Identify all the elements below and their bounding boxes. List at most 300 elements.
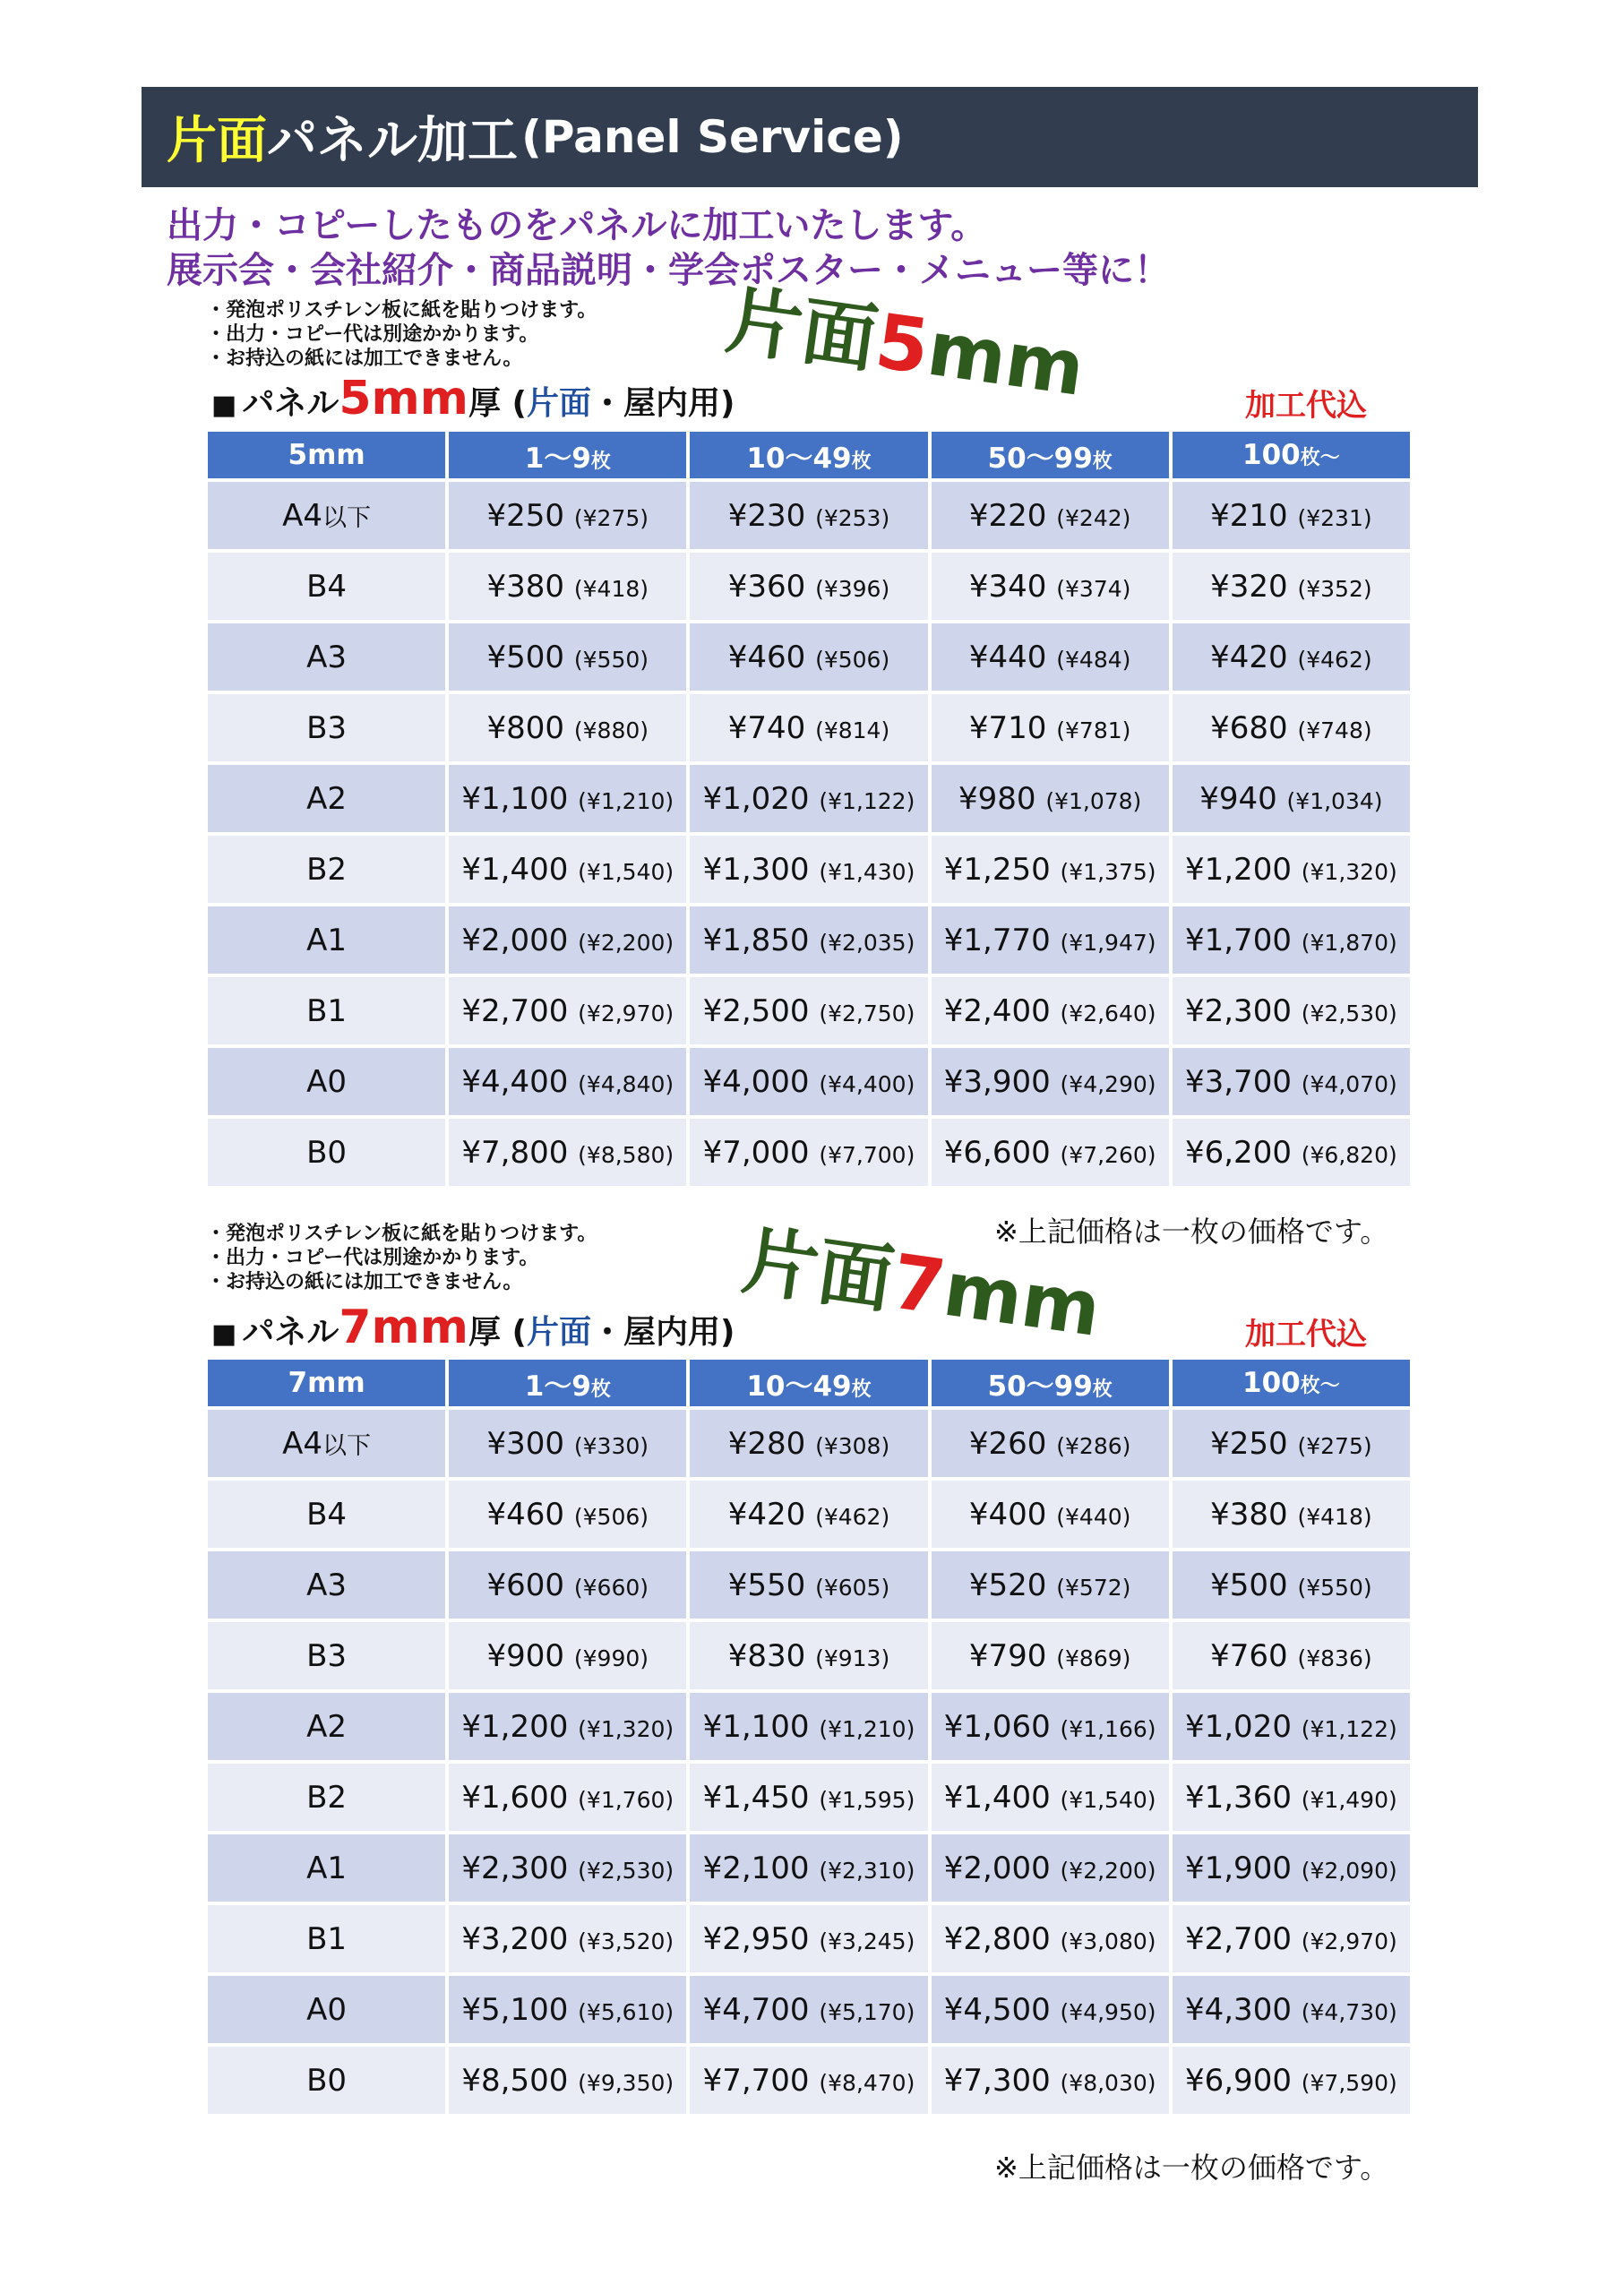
price-cell: [690, 2047, 927, 2114]
price-excl-tax: ¥8,500: [461, 2062, 569, 2099]
price-cell: [1173, 2047, 1410, 2114]
paper-size-cell: [208, 1048, 445, 1115]
price-cell: [449, 1764, 686, 1831]
price-incl-tax: (¥462): [815, 1503, 890, 1530]
price-incl-tax: (¥3,520): [578, 1928, 675, 1954]
table-body: [208, 1410, 1410, 2114]
column-header-label: 100: [1242, 439, 1301, 471]
price-excl-tax: ¥7,700: [702, 2062, 810, 2099]
price-incl-tax: (¥462): [1297, 646, 1372, 673]
column-header-label: 50〜99: [987, 442, 1093, 475]
notes-5mm: [206, 298, 597, 371]
price-cell: [1173, 1834, 1410, 1902]
note-item: ・お持込の紙には加工できません。: [206, 348, 523, 370]
paper-size: A2: [306, 1708, 348, 1745]
paper-size-cell: [208, 1764, 445, 1831]
price-cell: [690, 1119, 927, 1186]
paper-size-cell: [208, 1622, 445, 1689]
price-incl-tax: (¥4,400): [819, 1070, 915, 1097]
column-header-label: 100: [1242, 1367, 1301, 1399]
price-cell: [690, 1693, 927, 1760]
table-row: [208, 694, 1410, 761]
price-incl-tax: (¥814): [815, 717, 890, 743]
price-incl-tax: (¥2,970): [1301, 1928, 1397, 1954]
price-excl-tax: ¥340: [968, 568, 1047, 605]
price-cell: [1173, 1693, 1410, 1760]
price-excl-tax: ¥1,200: [461, 1708, 569, 1745]
paper-size: A2: [306, 780, 348, 817]
price-cell: [690, 765, 927, 832]
price-cell: [690, 1622, 927, 1689]
price-incl-tax: (¥913): [815, 1645, 890, 1671]
price-incl-tax: (¥2,035): [819, 929, 915, 956]
price-incl-tax: (¥572): [1056, 1574, 1131, 1601]
price-incl-tax: (¥1,034): [1286, 787, 1383, 814]
price-incl-tax: (¥1,320): [1301, 858, 1397, 885]
price-cell: [449, 1905, 686, 1972]
heading-rest: ・屋内用): [590, 1314, 735, 1351]
price-excl-tax: ¥7,800: [461, 1134, 569, 1171]
price-excl-tax: ¥1,600: [461, 1779, 569, 1816]
column-header-quantity: [449, 432, 686, 478]
price-cell: [932, 1834, 1169, 1902]
table-row: [208, 623, 1410, 691]
paper-size: B4: [306, 568, 348, 605]
column-header-label: 10〜49: [746, 442, 852, 475]
processing-fee-note-5mm: 加工代込: [1245, 388, 1367, 424]
stamp-unit: mm: [922, 304, 1090, 413]
price-excl-tax: ¥2,500: [702, 992, 810, 1029]
price-incl-tax: (¥418): [573, 575, 649, 602]
paper-size-cell: [208, 1834, 445, 1902]
price-cell: [932, 1481, 1169, 1548]
table-row: [208, 836, 1410, 903]
price-excl-tax: ¥6,600: [943, 1134, 1051, 1171]
price-excl-tax: ¥1,450: [702, 1779, 810, 1816]
price-excl-tax: ¥260: [968, 1425, 1047, 1462]
table-row: [208, 1622, 1410, 1689]
price-cell: [449, 553, 686, 620]
column-header-label: 10〜49: [746, 1370, 852, 1403]
price-incl-tax: (¥330): [573, 1432, 649, 1459]
price-cell: [1173, 1410, 1410, 1477]
price-cell: [449, 482, 686, 549]
price-cell: [1173, 694, 1410, 761]
price-incl-tax: (¥374): [1056, 575, 1131, 602]
footnote-7mm: ※上記価格は一枚の価格です。: [994, 2151, 1389, 2185]
price-excl-tax: ¥460: [727, 639, 806, 675]
paper-size: A4: [282, 497, 323, 534]
price-cell: [449, 1976, 686, 2043]
price-incl-tax: (¥1,595): [819, 1786, 915, 1813]
price-excl-tax: ¥210: [1210, 497, 1288, 534]
price-excl-tax: ¥2,100: [702, 1850, 810, 1886]
price-incl-tax: (¥7,260): [1060, 1141, 1156, 1168]
price-incl-tax: (¥836): [1297, 1645, 1372, 1671]
column-header-quantity: [932, 1360, 1169, 1406]
price-excl-tax: ¥2,000: [461, 922, 569, 958]
price-cell: [932, 1905, 1169, 1972]
paper-size: A1: [306, 922, 348, 958]
price-cell: [1173, 1048, 1410, 1115]
price-cell: [690, 1905, 927, 1972]
note-item: ・お持込の紙には加工できません。: [206, 1271, 523, 1293]
price-excl-tax: ¥5,100: [461, 1991, 569, 2028]
price-incl-tax: (¥660): [573, 1574, 649, 1601]
column-header-label: 50〜99: [987, 1370, 1093, 1403]
price-excl-tax: ¥360: [727, 568, 806, 605]
price-excl-tax: ¥2,700: [1184, 1920, 1292, 1957]
price-cell: [932, 836, 1169, 903]
title-banner: [142, 87, 1478, 187]
price-cell: [1173, 836, 1410, 903]
price-excl-tax: ¥420: [1210, 639, 1288, 675]
price-excl-tax: ¥2,300: [461, 1850, 569, 1886]
column-header-unit: 枚: [1092, 450, 1113, 473]
table-row: [208, 1905, 1410, 1972]
table-row: [208, 1119, 1410, 1186]
intro-line-2: 展示会・会社紹介・商品説明・学会ポスター・メニュー等に！: [167, 250, 1170, 291]
price-incl-tax: (¥231): [1297, 504, 1372, 531]
price-incl-tax: (¥286): [1056, 1432, 1131, 1459]
price-incl-tax: (¥4,730): [1301, 1998, 1397, 2025]
price-incl-tax: (¥1,320): [578, 1715, 675, 1742]
heading-size: 7mm: [339, 1301, 468, 1354]
paper-size: A4: [282, 1425, 323, 1462]
price-cell: [449, 1481, 686, 1548]
price-cell: [932, 1551, 1169, 1619]
heading-prefix: パネル: [242, 385, 339, 422]
price-excl-tax: ¥1,850: [702, 922, 810, 958]
price-cell: [932, 977, 1169, 1044]
paper-size: B1: [306, 992, 348, 1029]
price-excl-tax: ¥500: [1210, 1567, 1288, 1603]
price-cell: [449, 1693, 686, 1760]
stamp-5mm: [721, 276, 1090, 413]
paper-size-cell: [208, 553, 445, 620]
table-row: [208, 1410, 1410, 1477]
price-incl-tax: (¥5,170): [819, 1998, 915, 2025]
price-incl-tax: (¥506): [573, 1503, 649, 1530]
stamp-number: 7: [886, 1237, 951, 1332]
price-excl-tax: ¥460: [486, 1496, 565, 1533]
title-english: (Panel Service): [521, 111, 904, 163]
table-row: [208, 1693, 1410, 1760]
price-cell: [690, 1976, 927, 2043]
price-excl-tax: ¥1,400: [461, 851, 569, 888]
price-incl-tax: (¥308): [815, 1432, 890, 1459]
price-excl-tax: ¥2,800: [943, 1920, 1051, 1957]
paper-size: B3: [306, 1637, 348, 1674]
title-highlight: 片面: [167, 112, 267, 170]
price-incl-tax: (¥275): [1297, 1432, 1372, 1459]
price-incl-tax: (¥748): [1297, 717, 1372, 743]
heading-rest: ・屋内用): [590, 385, 735, 422]
price-excl-tax: ¥1,770: [943, 922, 1051, 958]
price-excl-tax: ¥4,300: [1184, 1991, 1292, 2028]
paper-size-cell: [208, 2047, 445, 2114]
price-incl-tax: (¥506): [815, 646, 890, 673]
price-excl-tax: ¥500: [486, 639, 565, 675]
price-excl-tax: ¥4,400: [461, 1063, 569, 1100]
price-cell: [932, 2047, 1169, 2114]
price-cell: [1173, 765, 1410, 832]
heading-side: 片面: [526, 1314, 591, 1351]
price-incl-tax: (¥253): [815, 504, 890, 531]
column-header-unit: 枚: [590, 1378, 611, 1401]
price-excl-tax: ¥2,400: [943, 992, 1051, 1029]
paper-size-cell: [208, 1551, 445, 1619]
price-excl-tax: ¥380: [486, 568, 565, 605]
price-cell: [932, 694, 1169, 761]
price-excl-tax: ¥1,020: [1184, 1708, 1292, 1745]
price-cell: [1173, 1976, 1410, 2043]
price-cell: [449, 906, 686, 974]
price-excl-tax: ¥440: [968, 639, 1047, 675]
table-row: [208, 906, 1410, 974]
price-incl-tax: (¥418): [1297, 1503, 1372, 1530]
price-cell: [690, 1551, 927, 1619]
price-incl-tax: (¥2,090): [1301, 1857, 1397, 1884]
paper-size-suffix: 以下: [322, 1431, 372, 1460]
heading-suffix: 厚 (: [468, 1314, 527, 1351]
price-excl-tax: ¥1,300: [702, 851, 810, 888]
price-incl-tax: (¥9,350): [578, 2069, 675, 2096]
price-incl-tax: (¥275): [573, 504, 649, 531]
price-cell: [690, 1834, 927, 1902]
price-excl-tax: ¥1,360: [1184, 1779, 1292, 1816]
price-cell: [1173, 977, 1410, 1044]
price-excl-tax: ¥1,060: [943, 1708, 1051, 1745]
section-heading-5mm: ■ パネル5mm厚 (片面・屋内用): [211, 372, 735, 425]
price-incl-tax: (¥2,310): [819, 1857, 915, 1884]
column-header-quantity: [449, 1360, 686, 1406]
price-incl-tax: (¥1,947): [1060, 929, 1156, 956]
price-excl-tax: ¥1,020: [702, 780, 810, 817]
footnote-5mm: ※上記価格は一枚の価格です。: [994, 1215, 1389, 1249]
notes-7mm: [206, 1222, 597, 1294]
price-incl-tax: (¥1,490): [1301, 1786, 1397, 1813]
price-cell: [690, 836, 927, 903]
price-excl-tax: ¥680: [1210, 709, 1288, 746]
price-cell: [690, 623, 927, 691]
price-cell: [449, 1622, 686, 1689]
column-header-thickness: [208, 432, 445, 478]
price-excl-tax: ¥220: [968, 497, 1047, 534]
note-item: ・発泡ポリスチレン板に紙を貼りつけます。: [206, 1223, 597, 1245]
paper-size-cell: [208, 1481, 445, 1548]
processing-fee-note-7mm: 加工代込: [1245, 1317, 1367, 1353]
heading-suffix: 厚 (: [468, 385, 527, 422]
price-excl-tax: ¥520: [968, 1567, 1047, 1603]
price-cell: [1173, 623, 1410, 691]
price-incl-tax: (¥484): [1056, 646, 1131, 673]
column-header-unit: 枚〜: [1300, 447, 1340, 469]
column-header-quantity: [1173, 432, 1410, 478]
price-incl-tax: (¥8,580): [578, 1141, 675, 1168]
paper-size: B2: [306, 851, 348, 888]
column-header-label: 5mm: [288, 439, 365, 471]
price-excl-tax: ¥400: [968, 1496, 1047, 1533]
price-cell: [449, 694, 686, 761]
table-row: [208, 1048, 1410, 1115]
price-cell: [932, 1119, 1169, 1186]
table-row: [208, 482, 1410, 549]
price-excl-tax: ¥1,900: [1184, 1850, 1292, 1886]
price-cell: [449, 977, 686, 1044]
price-cell: [932, 1410, 1169, 1477]
price-cell: [690, 906, 927, 974]
price-incl-tax: (¥7,590): [1301, 2069, 1397, 2096]
table-row: [208, 1551, 1410, 1619]
price-excl-tax: ¥3,200: [461, 1920, 569, 1957]
price-excl-tax: ¥6,200: [1184, 1134, 1292, 1171]
price-cell: [449, 1410, 686, 1477]
column-header-label: 1〜9: [524, 442, 591, 475]
price-incl-tax: (¥7,700): [819, 1141, 915, 1168]
column-header-thickness: [208, 1360, 445, 1406]
price-incl-tax: (¥781): [1056, 717, 1131, 743]
price-excl-tax: ¥940: [1199, 780, 1277, 817]
price-cell: [1173, 482, 1410, 549]
price-cell: [1173, 906, 1410, 974]
price-excl-tax: ¥2,700: [461, 992, 569, 1029]
price-excl-tax: ¥2,950: [702, 1920, 810, 1957]
paper-size-cell: [208, 836, 445, 903]
price-cell: [690, 482, 927, 549]
price-excl-tax: ¥600: [486, 1567, 565, 1603]
paper-size: B3: [306, 709, 348, 746]
price-incl-tax: (¥2,970): [578, 1000, 675, 1026]
paper-size-cell: [208, 1119, 445, 1186]
heading-side: 片面: [526, 385, 591, 422]
table-row: [208, 2047, 1410, 2114]
paper-size-cell: [208, 977, 445, 1044]
price-incl-tax: (¥2,200): [1060, 1857, 1156, 1884]
paper-size: A1: [306, 1850, 348, 1886]
price-cell: [932, 623, 1169, 691]
price-incl-tax: (¥2,640): [1060, 1000, 1156, 1026]
table-header-row: [208, 1360, 1410, 1406]
price-incl-tax: (¥3,245): [819, 1928, 915, 1954]
price-cell: [932, 1693, 1169, 1760]
price-excl-tax: ¥710: [968, 709, 1047, 746]
price-incl-tax: (¥1,870): [1301, 929, 1397, 956]
paper-size-cell: [208, 623, 445, 691]
paper-size-cell: [208, 1410, 445, 1477]
price-table-5mm: [204, 428, 1413, 1189]
price-excl-tax: ¥3,900: [943, 1063, 1051, 1100]
paper-size-cell: [208, 1693, 445, 1760]
price-cell: [449, 765, 686, 832]
price-excl-tax: ¥250: [1210, 1425, 1288, 1462]
price-incl-tax: (¥1,122): [819, 787, 915, 814]
price-cell: [690, 1048, 927, 1115]
price-cell: [690, 694, 927, 761]
paper-size-suffix: 以下: [322, 503, 372, 532]
column-header-quantity: [690, 432, 927, 478]
table-row: [208, 553, 1410, 620]
price-incl-tax: (¥2,750): [819, 1000, 915, 1026]
stamp-unit: mm: [938, 1244, 1106, 1353]
paper-size: B0: [306, 2062, 348, 2099]
table-row: [208, 1834, 1410, 1902]
price-incl-tax: (¥2,530): [578, 1857, 675, 1884]
price-incl-tax: (¥869): [1056, 1645, 1131, 1671]
price-excl-tax: ¥250: [486, 497, 565, 534]
paper-size-cell: [208, 765, 445, 832]
price-incl-tax: (¥1,210): [819, 1715, 915, 1742]
price-excl-tax: ¥790: [968, 1637, 1047, 1674]
price-incl-tax: (¥8,030): [1060, 2069, 1156, 2096]
section-heading-7mm: ■ パネル7mm厚 (片面・屋内用): [211, 1301, 735, 1354]
column-header-unit: 枚: [851, 1378, 872, 1401]
price-cell: [1173, 1119, 1410, 1186]
column-header-label: 1〜9: [524, 1370, 591, 1403]
price-excl-tax: ¥1,700: [1184, 922, 1292, 958]
price-cell: [449, 836, 686, 903]
price-cell: [690, 553, 927, 620]
paper-size: B1: [306, 1920, 348, 1957]
price-incl-tax: (¥1,430): [819, 858, 915, 885]
price-incl-tax: (¥1,760): [578, 1786, 675, 1813]
table-header-row: [208, 432, 1410, 478]
note-item: ・出力・コピー代は別途かかります。: [206, 1247, 539, 1269]
intro-line-1: 出力・コピーしたものをパネルに加工いたします。: [167, 205, 987, 246]
paper-size: A3: [306, 1567, 348, 1603]
price-incl-tax: (¥3,080): [1060, 1928, 1156, 1954]
column-header-unit: 枚: [590, 450, 611, 473]
price-excl-tax: ¥800: [486, 709, 565, 746]
price-incl-tax: (¥880): [573, 717, 649, 743]
paper-size-cell: [208, 1905, 445, 1972]
price-incl-tax: (¥1,122): [1301, 1715, 1397, 1742]
paper-size: A0: [306, 1991, 348, 2028]
table-body: [208, 482, 1410, 1186]
price-cell: [449, 1048, 686, 1115]
price-incl-tax: (¥1,540): [578, 858, 675, 885]
column-header-unit: 枚: [851, 450, 872, 473]
price-incl-tax: (¥1,078): [1045, 787, 1142, 814]
table-row: [208, 1764, 1410, 1831]
price-cell: [932, 553, 1169, 620]
note-item: ・発泡ポリスチレン板に紙を貼りつけます。: [206, 299, 597, 322]
paper-size: A0: [306, 1063, 348, 1100]
table-row: [208, 765, 1410, 832]
price-incl-tax: (¥5,610): [578, 1998, 675, 2025]
price-incl-tax: (¥2,530): [1301, 1000, 1397, 1026]
price-incl-tax: (¥242): [1056, 504, 1131, 531]
price-excl-tax: ¥380: [1210, 1496, 1288, 1533]
price-cell: [932, 1976, 1169, 2043]
price-incl-tax: (¥550): [1297, 1574, 1372, 1601]
price-cell: [1173, 1764, 1410, 1831]
price-incl-tax: (¥1,540): [1060, 1786, 1156, 1813]
price-excl-tax: ¥7,300: [943, 2062, 1051, 2099]
price-cell: [690, 1410, 927, 1477]
price-excl-tax: ¥3,700: [1184, 1063, 1292, 1100]
paper-size: B0: [306, 1134, 348, 1171]
price-cell: [1173, 1551, 1410, 1619]
price-incl-tax: (¥8,470): [819, 2069, 915, 2096]
price-cell: [449, 623, 686, 691]
price-incl-tax: (¥4,070): [1301, 1070, 1397, 1097]
price-cell: [690, 977, 927, 1044]
price-incl-tax: (¥352): [1297, 575, 1372, 602]
price-incl-tax: (¥550): [573, 646, 649, 673]
price-incl-tax: (¥6,820): [1301, 1141, 1397, 1168]
table-row: [208, 1481, 1410, 1548]
